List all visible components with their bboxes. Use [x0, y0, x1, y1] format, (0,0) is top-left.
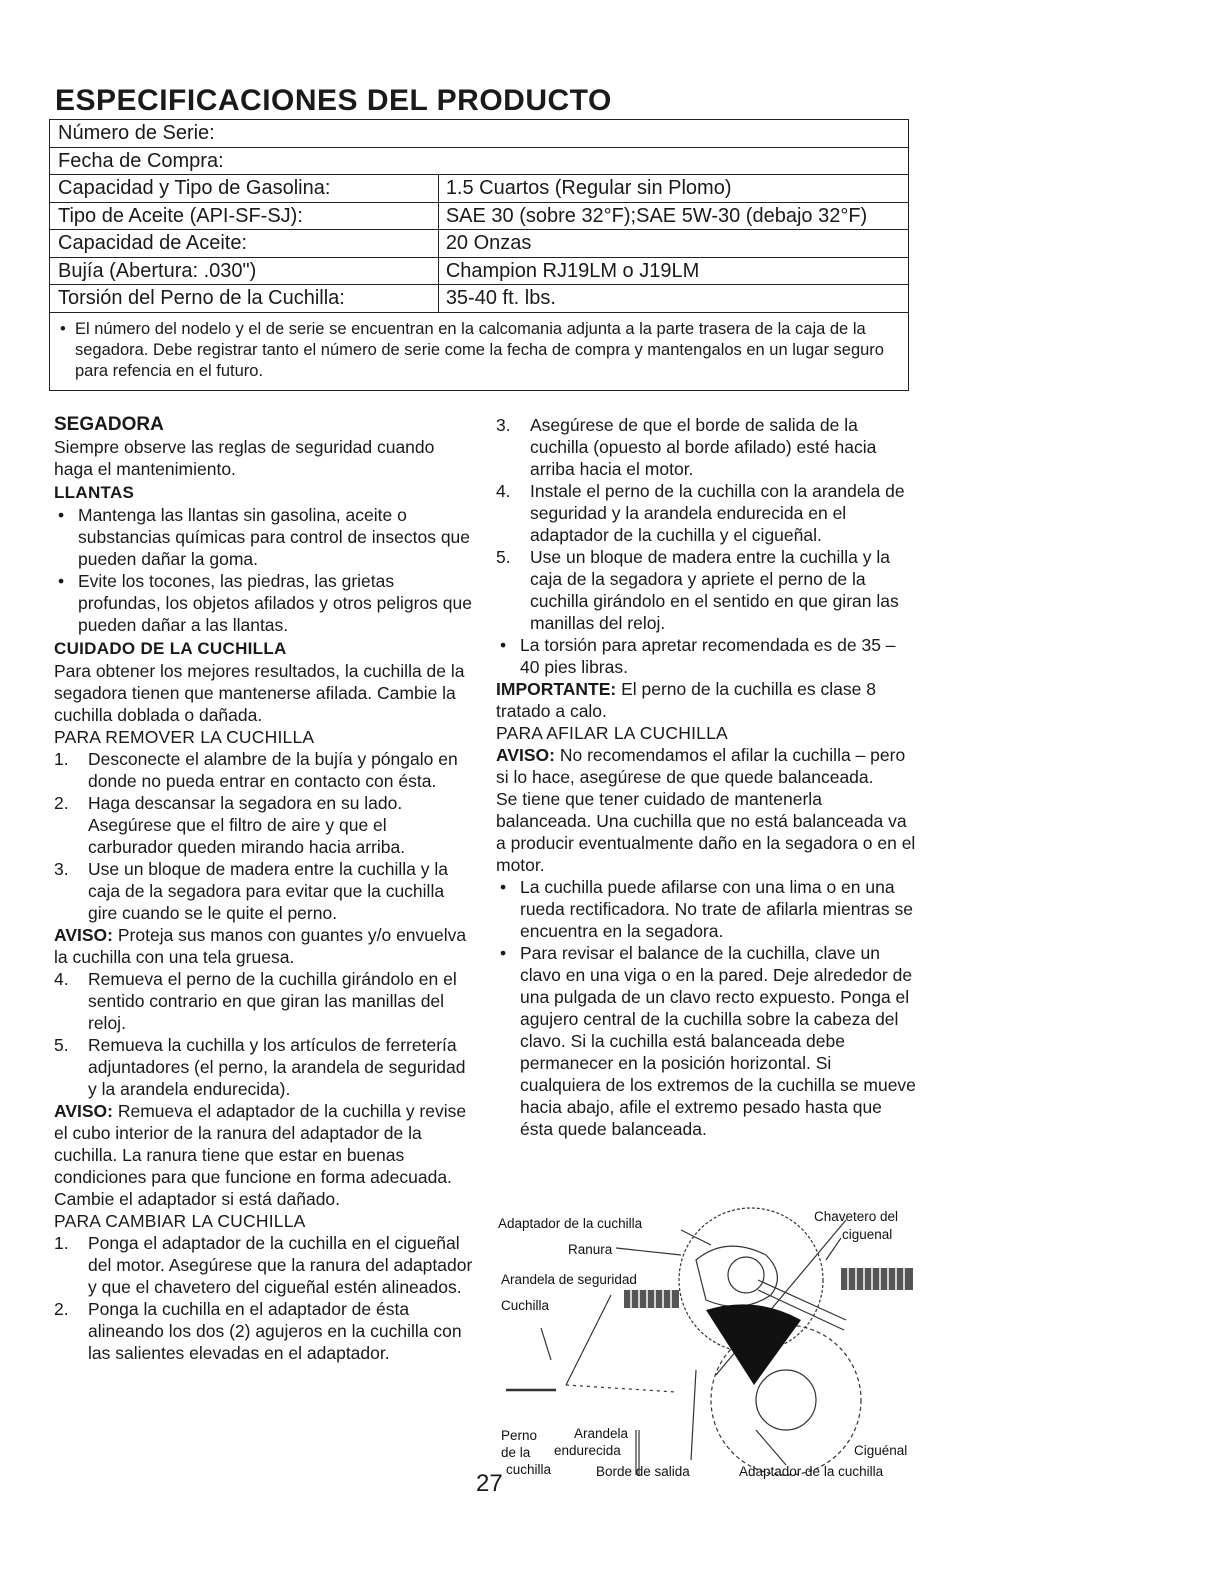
list-item: 5. Use un bloque de madera entre la cuchilla y la caja de la segadora y apriete el perno de la cuchilla girándolo en el sentido en que giran las manillas del reloj. — [496, 547, 899, 633]
segadora-heading: SEGADORA — [54, 414, 164, 435]
list-item: 4. Instale el perno de la cuchilla con la arandela de seguridad y la arandela endurecida en el adaptador de la cuchilla y el cigueñal. — [496, 481, 905, 545]
spec-label: Capacidad y Tipo de Gasolina: — [50, 175, 439, 202]
label-chavetero: Chavetero del — [814, 1209, 899, 1224]
spec-row — [50, 258, 908, 286]
spec-row — [50, 285, 908, 313]
label-ranura: Ranura — [568, 1242, 613, 1257]
label-arandela-endurecida-1: Arandela — [574, 1426, 629, 1441]
aviso-note: AVISO: Remueva el adaptador de la cuchilla y revise el cubo interior de la ranura del adaptador de la cuchilla. La ranura tiene que estar en buenas condiciones para que funcione en forma adecuada. Cambie el adaptador si está dañado. — [54, 1101, 467, 1209]
bullet-icon: • — [500, 943, 507, 963]
afilar-heading: PARA AFILAR LA CUCHILLA — [496, 723, 728, 743]
spec-value: 1.5 Cuartos (Regular sin Plomo) — [438, 175, 908, 202]
label-arandela-endurecida-2: endurecida — [554, 1443, 621, 1458]
list-item: 5. Remueva la cuchilla y los artículos de ferretería adjuntadores (el perno, la arandela de seguridad y la arandela endurecida). — [54, 1035, 466, 1099]
llantas-heading: LLANTAS — [54, 483, 135, 502]
spec-row — [50, 230, 908, 258]
list-item: • Evite los tocones, las piedras, las grietas profundas, los objetos afilados y otros peligros que pueden dañar a las llantas. — [58, 571, 472, 635]
spec-value: 20 Onzas — [438, 230, 908, 257]
bullet-icon: • — [500, 877, 507, 897]
list-item: • Mantenga las llantas sin gasolina, aceite o substancias químicas para control de insectos que pueden dañar la goma. — [58, 505, 471, 569]
importante-note: IMPORTANTE: El perno de la cuchilla es clase 8 tratado a calo. — [496, 679, 876, 721]
spec-value: SAE 30 (sobre 32°F);SAE 5W-30 (debajo 32°F) — [438, 203, 908, 230]
spec-label: Capacidad de Aceite: — [50, 230, 439, 257]
spec-value: 35-40 ft. lbs. — [438, 285, 908, 312]
label-perno-3: cuchilla — [506, 1462, 552, 1477]
blade-assembly-diagram — [496, 1200, 920, 1488]
cuidado-heading: CUIDADO DE LA CUCHILLA — [54, 639, 287, 658]
cambiar-heading: PARA CAMBIAR LA CUCHILLA — [54, 1211, 306, 1231]
spec-value: Champion RJ19LM o J19LM — [438, 258, 908, 285]
spec-label: Bujía (Abertura: .030") — [50, 258, 439, 285]
spec-label: Número de Serie: — [58, 122, 215, 144]
spec-row — [50, 203, 908, 231]
bullet-icon: • — [500, 635, 507, 655]
label-ciguenal-top: ciguenal — [842, 1227, 893, 1242]
list-item: • La torsión para apretar recomendada es de 35 – 40 pies libras. — [500, 635, 896, 677]
label-perno-1: Perno — [501, 1428, 538, 1443]
spec-note-text: El número del nodelo y el de serie se encuentran en la calcomania adjunta a la parte trasera de la caja de la segadora. Debe registrar tanto el número de serie come la fecha de compra y mantengalos en un lugar seguro para refencia en el futuro. — [75, 319, 884, 380]
list-item: 1. Ponga el adaptador de la cuchilla en el cigueñal del motor. Asegúrese que la ranura del adaptador y que el chavetero del cigueñal estén alineados. — [54, 1233, 473, 1297]
balance-text: Se tiene que tener cuidado de mantenerla balanceada. Una cuchilla que no está balanceada va a producir eventualmente daño en la segadora o en el motor. — [496, 789, 916, 875]
spec-row — [50, 175, 908, 203]
label-cuchilla: Cuchilla — [501, 1298, 550, 1313]
label-arandela-seguridad: Arandela de seguridad — [501, 1272, 637, 1287]
remover-heading: PARA REMOVER LA CUCHILLA — [54, 727, 315, 747]
list-item: • La cuchilla puede afilarse con una lima o en una rueda rectificadora. No trate de afilarla mientras se encuentra en la segadora. — [500, 877, 913, 941]
spec-label: Tipo de Aceite (API-SF-SJ): — [50, 203, 439, 230]
aviso-note: AVISO: Proteja sus manos con guantes y/o envuelva la cuchilla con una tela gruesa. — [54, 925, 467, 967]
label-adaptador-top: Adaptador de la cuchilla — [498, 1216, 643, 1231]
spec-label: Torsión del Perno de la Cuchilla: — [50, 285, 439, 312]
bullet-icon: • — [58, 571, 65, 591]
bullet-icon: • — [60, 319, 66, 338]
label-ciguenal: Ciguénal — [854, 1443, 908, 1458]
list-item: 3. Use un bloque de madera entre la cuchilla y la caja de la segadora para evitar que la cuchilla gire cuando se le quite el perno. — [54, 859, 448, 923]
label-borde-salida: Borde de salida — [596, 1464, 690, 1479]
spec-row — [50, 148, 908, 176]
list-item: • Para revisar el balance de la cuchilla, clave un clavo en una viga o en la pared. Deje alrededor de una pulgada de un clavo recto expuesto. Ponga el agujero central de la cuchilla sobre la cabeza del clavo. Si la cuchilla está balanceada debe permanecer en la posición horizontal. Si cualquiera de los extremos de la cuchilla se mueve hacia abajo, afile el extremo pesado hasta que ésta quede balanceada. — [500, 943, 916, 1139]
bullet-icon: • — [58, 505, 65, 525]
specifications-table — [49, 119, 909, 391]
right-column — [496, 414, 916, 1140]
label-adaptador-bottom: Adaptador de la cuchilla — [739, 1464, 884, 1479]
spec-label: Fecha de Compra: — [58, 149, 224, 172]
list-item: 2. Ponga la cuchilla en el adaptador de ésta alineando los dos (2) agujeros en la cuchilla con las salientes elevadas en el adaptador. — [54, 1299, 462, 1363]
page-title: ESPECIFICACIONES DEL PRODUCTO — [55, 84, 612, 117]
list-item: 1. Desconecte el alambre de la bujía y póngalo en donde no pueda entrar en contacto con ésta. — [54, 749, 458, 791]
segadora-text: Siempre observe las reglas de seguridad cuando haga el mantenimiento. — [54, 437, 435, 479]
cuidado-text: Para obtener los mejores resultados, la cuchilla de la segadora tienen que mantenerse afilada. Cambie la cuchilla doblada o dañada. — [54, 661, 465, 725]
list-item: 2. Haga descansar la segadora en su lado. Asegúrese que el filtro de aire y que el carburador queden mirando hacia arriba. — [54, 793, 406, 857]
label-perno-2: de la — [501, 1445, 531, 1460]
page-number: 27 — [476, 1470, 503, 1497]
list-item: 3. Asegúrese de que el borde de salida de la cuchilla (opuesto al borde afilado) esté hacia arriba hacia el motor. — [496, 415, 877, 479]
list-item: 4. Remueva el perno de la cuchilla girándolo en el sentido contrario en que giran las manillas del reloj. — [54, 969, 457, 1033]
spec-row — [50, 120, 908, 148]
aviso-note: AVISO: No recomendamos el afilar la cuchilla – pero si lo hace, asegúrese de que quede balanceada. — [496, 745, 906, 787]
spec-note — [50, 313, 908, 390]
left-column — [54, 414, 474, 1364]
